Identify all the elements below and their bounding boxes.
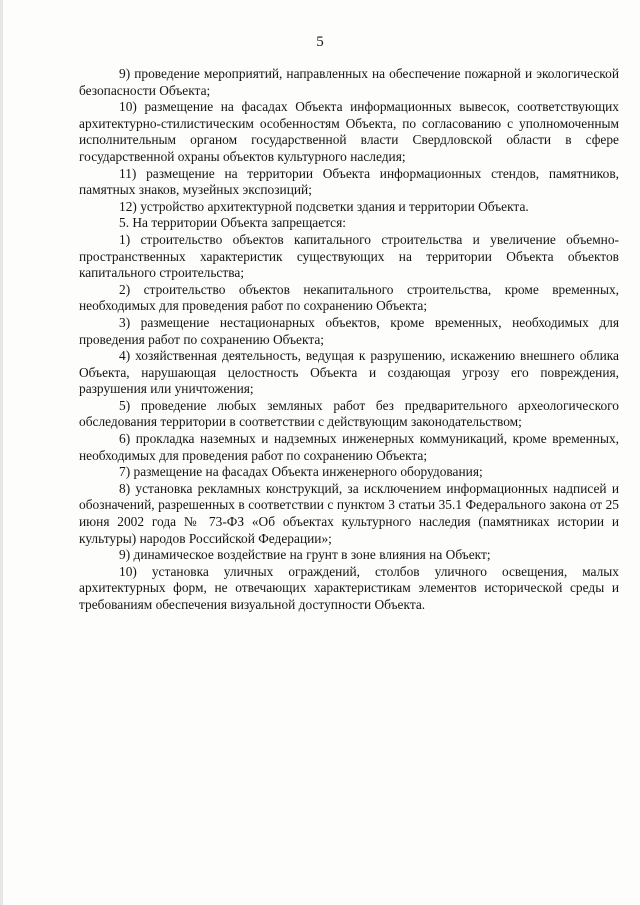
paragraph-item-9-fire-safety: 9) проведение мероприятий, направленных на обеспечение пожарной и экологической безопасности Объекта; [79,66,619,98]
paragraph-item-10-signboards: 10) размещение на фасадах Объекта информационных вывесок, соответствующих архитектурно-стилистическим особенностям Объекта, по согласованию с уполномоченным исполнительным органом государственной власти Свердловской области в сфере государственной охраны объектов культурного наследия; [79,99,619,164]
paragraph-prohibition-2: 2) строительство объектов некапитального строительства, кроме временных, необходимых для проведения работ по сохранению Объекта; [79,281,619,314]
paragraph-prohibition-7: 7) размещение на фасадах Объекта инженерного оборудования; [119,464,483,480]
scan-edge [0,0,3,905]
page-number: 5 [316,34,324,50]
paragraph-prohibition-6: 6) прокладка наземных и надземных инженерных коммуникаций, кроме временных, необходимых для проведения работ по сохранению Объекта; [79,431,619,463]
paragraph-prohibition-3: 3) размещение нестационарных объектов, кроме временных, необходимых для проведения работ по сохранению Объекта; [79,314,619,347]
paragraph-prohibition-10: 10) установка уличных ограждений, столбов уличного освещения, малых архитектурных форм, не отвечающих характеристикам элементов исторической среды и требованиям обеспечения визуальной доступности Объекта. [79,563,619,612]
paragraph-prohibition-9: 9) динамическое воздействие на грунт в зоне влияния на Объект; [119,547,491,563]
section-heading-prohibitions: 5. На территории Объекта запрещается: [119,215,346,231]
paragraph-prohibition-4: 4) хозяйственная деятельность, ведущая к разрушению, искажению внешнего облика Объекта, нарушающая целостность Объекта и создающая угрозу его повреждения, разрушения или уничтожения; [79,348,619,397]
paragraph-item-11-stands: 11) размещение на территории Объекта информационных стендов, памятников, памятных знаков, музейных экспозиций; [79,165,619,198]
paragraph-prohibition-5: 5) проведение любых земляных работ без предварительного археологического обследования территории в соответствии с действующим законодательством; [79,397,619,430]
paragraph-prohibition-1: 1) строительство объектов капитального строительства и увеличение объемно-пространственных характеристик существующих на территории Объекта объектов капитального строительства; [79,231,619,281]
document-body [79,66,619,614]
paragraph-item-12-lighting: 12) устройство архитектурной подсветки здания и территории Объекта. [119,198,529,214]
paragraph-prohibition-8: 8) установка рекламных конструкций, за исключением информационных надписей и обозначений, разрешенных в соответствии с пунктом 3 статьи 35.1 Федерального закона от 25 июня 2002 года № 73-ФЗ «Об объектах культурного наследия (памятниках истории и культуры) народов Российской Федерации»; [79,480,619,546]
